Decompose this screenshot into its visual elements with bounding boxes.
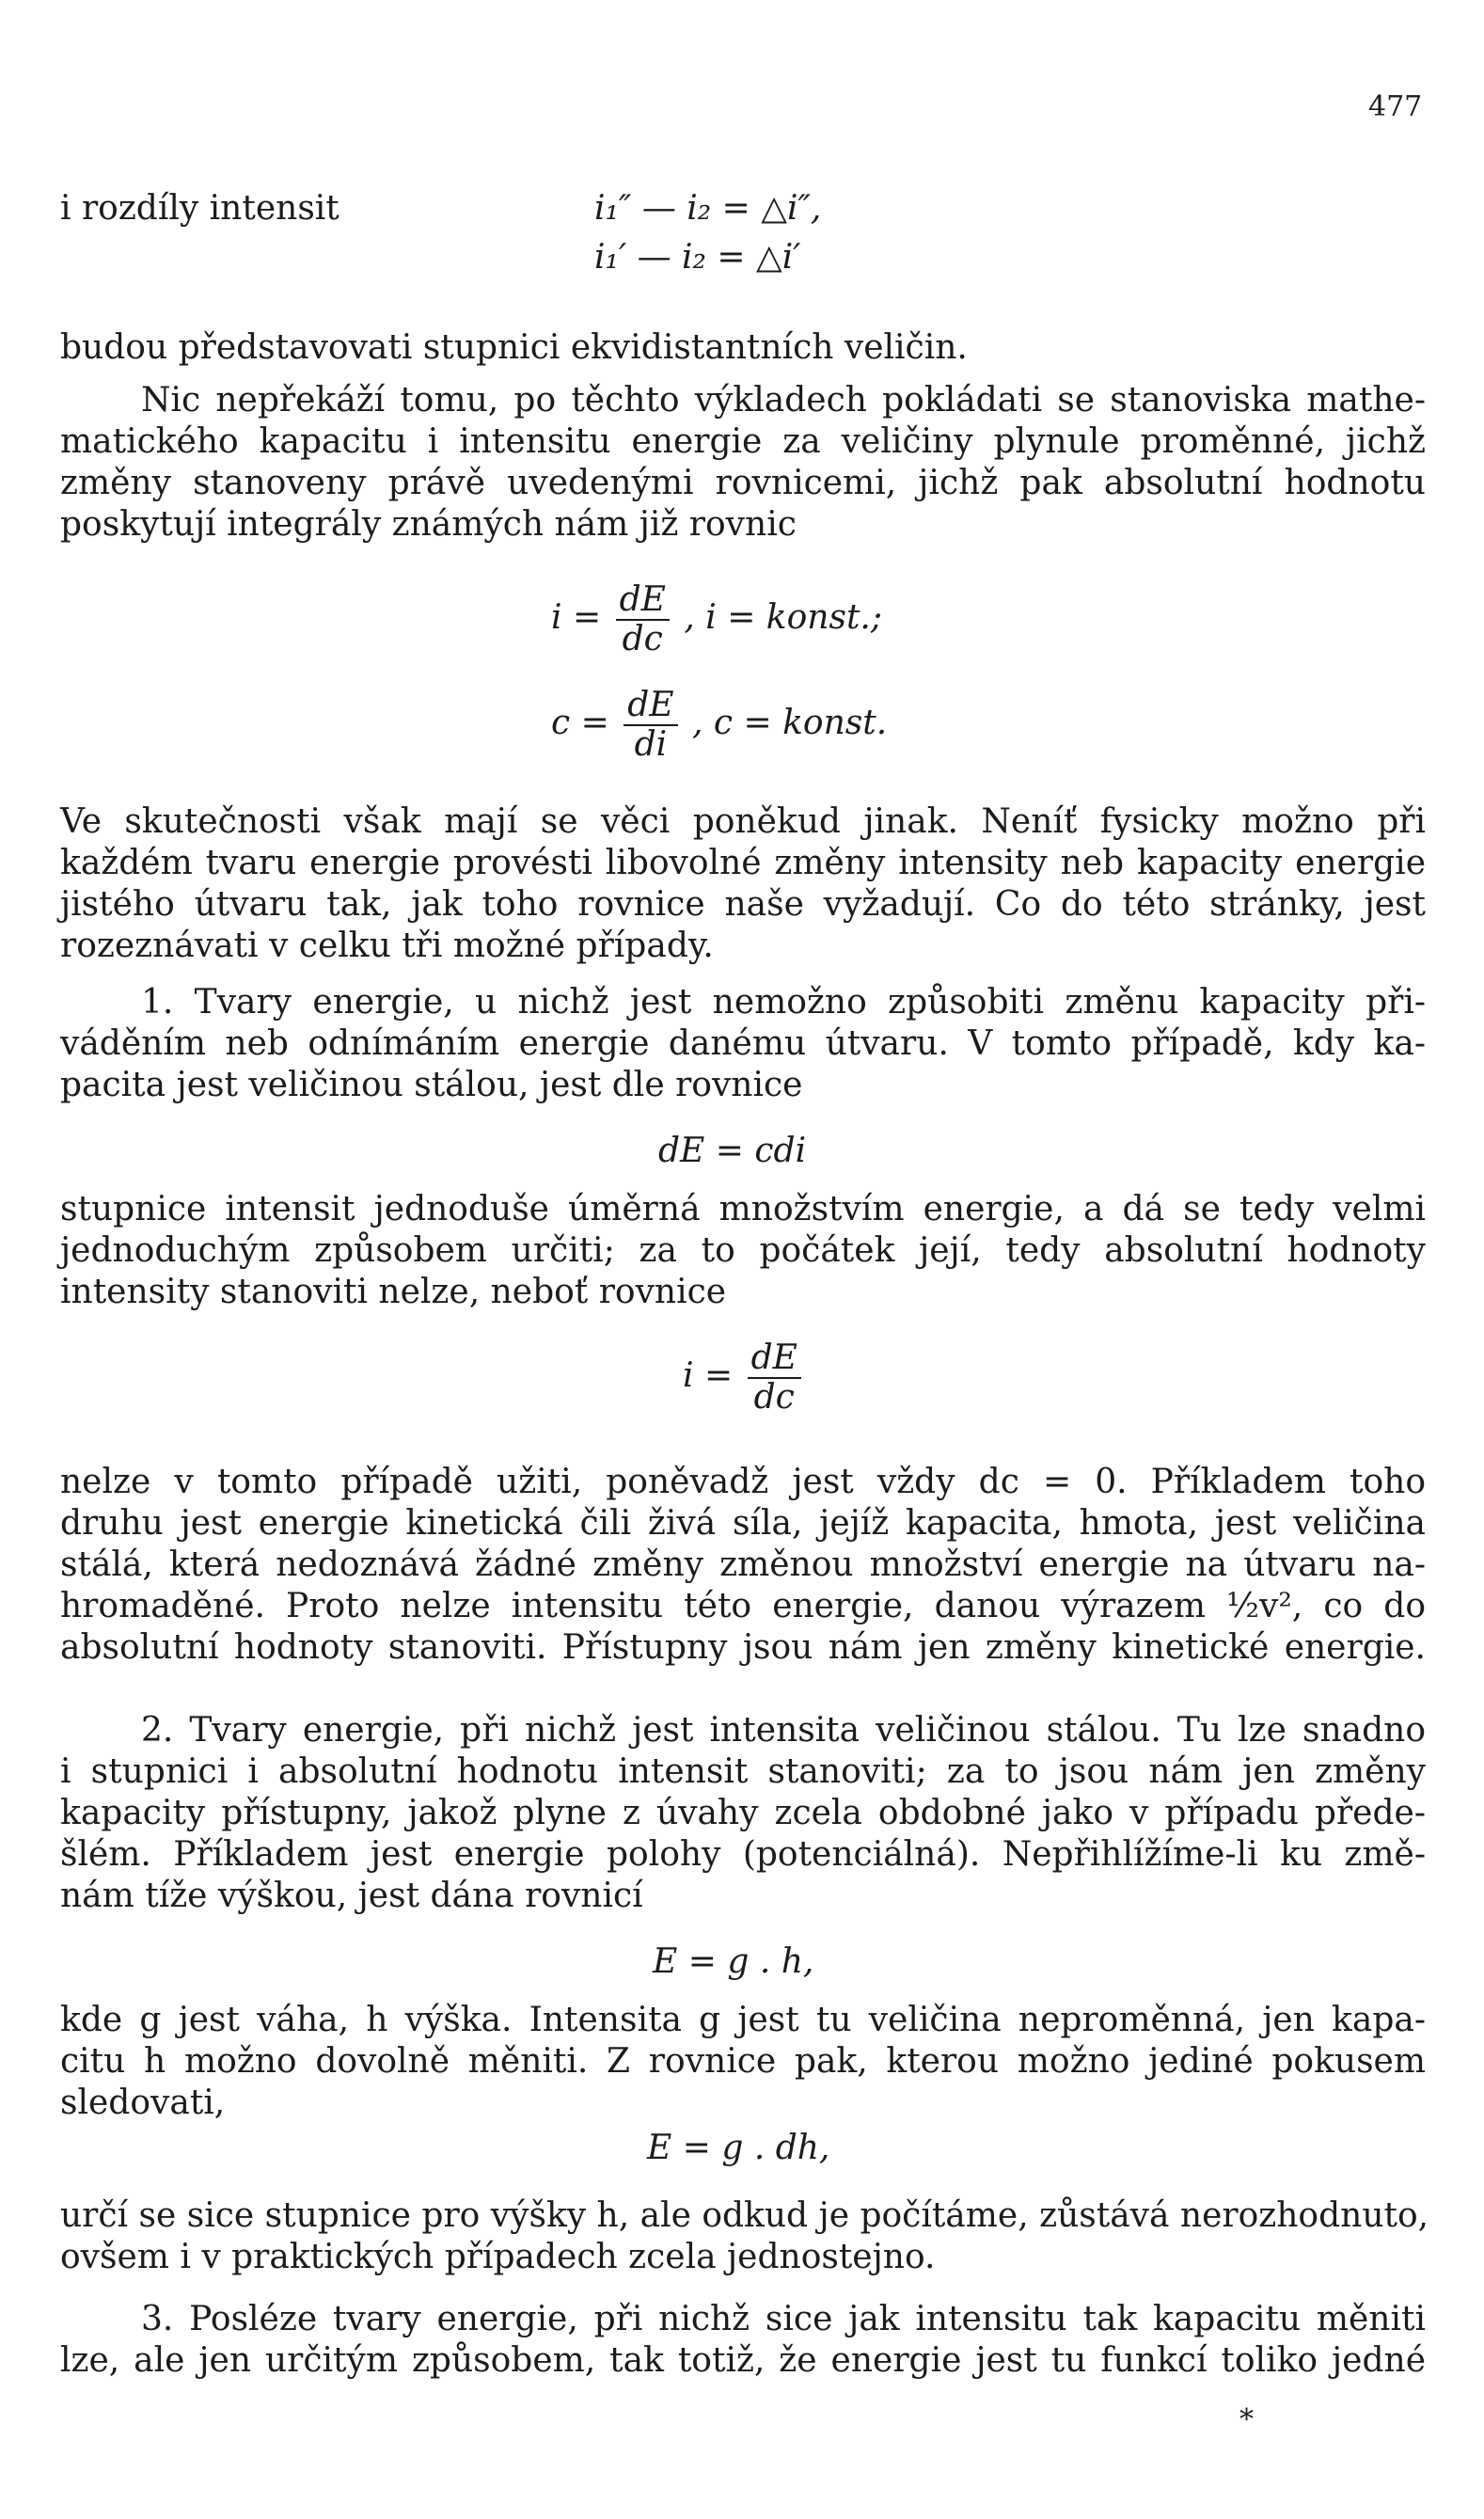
text-line: lze, ale jen určitým způsobem, tak totiž, že energie jest tu funkcí toliko jedné [60, 2341, 1426, 2380]
text-line: hromaděné. Proto nelze intensitu této energie, danou výrazem ½v², co do [60, 1587, 1426, 1625]
fraction [616, 581, 670, 658]
text-line: rozeznávati v celku tři možné případy. [60, 927, 714, 965]
text-line: šlém. Příkladem jest energie polohy (potenciálná). Nepřihlížíme-li ku změ- [60, 1835, 1426, 1874]
text-line: váděním neb odnímáním energie danému útvaru. V tomto případě, kdy ka- [60, 1024, 1426, 1063]
page-number: 477 [1368, 90, 1423, 123]
text-line: změny stanoveny právě uvedenými rovnicemi, jichž pak absolutní hodnotu [60, 464, 1426, 502]
text-line: citu h možno dovolně měniti. Z rovnice pak, kterou možno jediné pokusem [60, 2042, 1426, 2081]
fraction [748, 1339, 801, 1417]
signature-mark: * [1239, 2403, 1254, 2436]
text-line: matického kapacitu i intensitu energie za veličiny plynule proměnné, jichž [60, 422, 1426, 461]
text-line: jednoduchým způsobem určiti; za to počátek její, tedy absolutní hodnoty [60, 1231, 1426, 1270]
text-line: kde g jest váha, h výška. Intensita g jest tu veličina neproměnná, jen kapa- [60, 2001, 1426, 2039]
equation-c-de-di [551, 687, 887, 764]
text-line: 2. Tvary energie, při nichž jest intensita veličinou stálou. Tu lze snadno [141, 1711, 1426, 1750]
text-line: ovšem i v praktických případech zcela jednostejno. [60, 2238, 936, 2276]
eq-lhs: c = [551, 704, 609, 742]
eq-lhs: i = [683, 1356, 734, 1395]
text-line: Nic nepřekáží tomu, po těchto výkladech pokládati se stanoviska mathe- [141, 381, 1426, 420]
text-line: určí se sice stupnice pro výšky h, ale odkud je počítáme, zůstává nerozhodnuto, [60, 2196, 1429, 2235]
equation-de-cdi: dE = cdi [658, 1132, 807, 1170]
text-line: stálá, která nedoznává žádné změny změnou množství energie na útvaru na- [60, 1545, 1426, 1584]
text-line: nám tíže výškou, jest dána rovnicí [60, 1877, 643, 1915]
text-line: 1. Tvary energie, u nichž jest nemožno způsobiti změnu kapacity při- [141, 983, 1426, 1022]
fraction-numerator: dE [624, 687, 677, 726]
equation-i-de-dc [551, 581, 882, 658]
lead-text: i rozdíly intensit [60, 189, 339, 228]
text-line: stupnice intensit jednoduše úměrná množstvím energie, a dá se tedy velmi [60, 1190, 1426, 1228]
fraction-numerator: dE [616, 581, 670, 621]
text-line: budou představovati stupnici ekvidistantních veličin. [60, 328, 968, 367]
eq-lhs: i = [551, 598, 602, 637]
text-line: 3. Posléze tvary energie, při nichž sice jak intensitu tak kapacitu měniti [141, 2300, 1426, 2338]
text-line: pacita jest veličinou stálou, jest dle rovnice [60, 1066, 803, 1104]
text-line: jistého útvaru tak, jak toho rovnice naše vyžadují. Co do této stránky, jest [60, 885, 1426, 924]
text-line: Ve skutečnosti však mají se věci poněkud jinak. Neníť fysicky možno při [60, 802, 1426, 841]
text-line: druhu jest energie kinetická čili živá síla, jejíž kapacita, hmota, jest veličina [60, 1504, 1426, 1543]
equation-intensity-diff-1: i₁″ — i₂ = △i″, [594, 189, 822, 228]
text-line: sledovati, [60, 2083, 226, 2122]
equation-i-de-dc-2 [683, 1339, 805, 1417]
eq-rest: , i = konst.; [684, 598, 882, 637]
equation-intensity-diff-2: i₁′ — i₂ = △i′ [594, 238, 801, 277]
text-line: každém tvaru energie provésti libovolné změny intensity neb kapacity energie [60, 844, 1426, 882]
text-line: i stupnici i absolutní hodnotu intensit stanoviti; za to jsou nám jen změny [60, 1752, 1426, 1791]
equation-e-gdh: E = g . dh, [647, 2129, 830, 2167]
equation-e-gh: E = g . h, [653, 1942, 814, 1981]
text-line: nelze v tomto případě užiti, poněvadž jest vždy dc = 0. Příkladem toho [60, 1463, 1426, 1501]
eq-rest: , c = konst. [692, 704, 888, 742]
text-line: poskytují integrály známých nám již rovnic [60, 505, 797, 544]
fraction-denominator: dc [622, 620, 663, 658]
text-line: kapacity přístupny, jakož plyne z úvahy zcela obdobné jako v případu přede- [60, 1794, 1426, 1832]
fraction-denominator: dc [753, 1378, 795, 1417]
fraction-numerator: dE [748, 1339, 801, 1379]
text-line: absolutní hodnoty stanoviti. Přístupny jsou nám jen změny kinetické energie. [60, 1628, 1426, 1667]
fraction [624, 687, 677, 764]
fraction-denominator: di [634, 725, 668, 764]
text-line: intensity stanoviti nelze, neboť rovnice [60, 1273, 727, 1311]
